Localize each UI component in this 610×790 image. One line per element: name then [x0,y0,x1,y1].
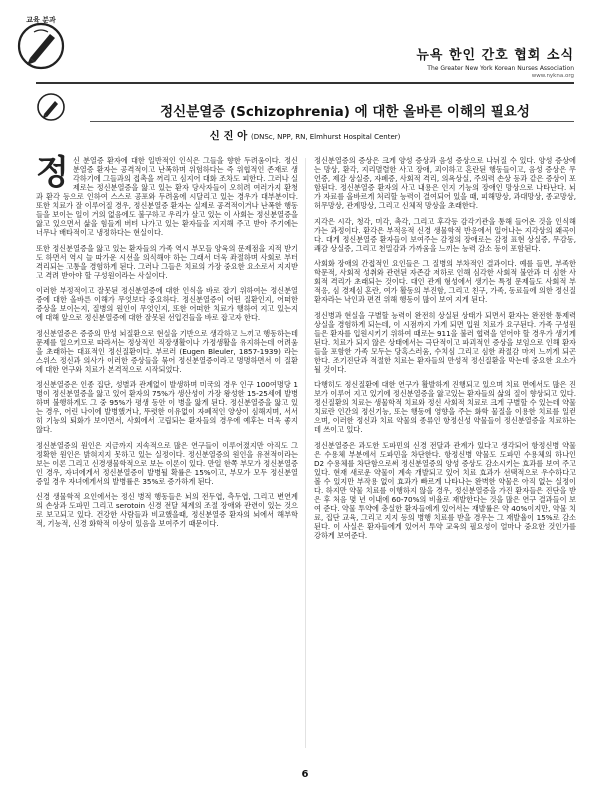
publication-title-ko: 뉴욕 한인 간호 협회 소식 [416,48,574,63]
paragraph: 정신병과 현실을 구별할 능력이 완전히 상실된 상태가 되면서 환자는 완전한 통제력 상실을 경험하게 되는데, 이 시점까지 가게 되면 입원 치료가 요구된다. 가족 구성원들은 환자를 입원시키기 위하여 때로는 911을 불러 협력을 얻어야 할 경우가 생기게 된다. 치료가 되지 않은 상태에서는 극단적이고 파괴적인 증상을 보임으로 인해 환자들을 포함한 가족 모두는 당혹스러움, 수치심 그리고 심한 좌절감 마저 느끼게 되곤 한다. 조기진단과 적절한 치료는 환자들의 만성적 정신질환을 막는데 중요한 요소가 될 것이다. [314,310,576,374]
article-title: 정신분열증 (Schizophrenia) 에 대한 올바른 이해의 필요성 [160,104,530,120]
paragraph: 정신분열증은 증증의 만성 뇌질환으로 현실을 기반으로 생각하고 느끼고 행동하는데 문제를 일으키므로 따라서는 정상적인 직장생활이나 가정생활을 유지하는데 어려움을 초래하는 대표적인 정신질환이다. 부르러 (Eugen Bleuler, 1857-1939) 라는 스위스 정신과 의사가 이러한 증상들을 묶어 정신분열증이라고 명명하면서 이 질환에 대한 연구와 치료가 본격적으로 시작되었다. [36,328,298,374]
paragraph: 정신 분열증 환자에 대한 일반적인 인식은 그들을 향한 두려움이다. 정신 분열증 환자는 공격적이고 난폭하며 위험하다는 즉 위협적인 존재로 생각하기에 그들과의 접촉을 꺼리고 심지어 대화 조차도 피한다. 그러나 실제로는 정신분열증을 앓고 있는 환자 당사자들이 오히려 여러가지 환청과 환각 등으로 인하여 스스로 공포와 두려움에 시달리고 있는 경우가 대부분이다. 또한 치료가 잘 이루어질 경우, 정신분열증 환자는 실제로 공격적이거나 난폭한 행동들을 보이는 일이 거의 없음에도 불구하고 우리가 살고 있는 이 사회는 정신분열증을 앓고 있으면서 삶을 힘들게 버텨 나가고 있는 환자들을 지지해 주고 받아 주기에는 너무나 배타적이고 냉정하다는 현실이다. [36,153,298,237]
paragraph: 정신분열증의 증상은 크게 양성 증상과 음성 증상으로 나뉘질 수 있다. 양성 증상에는 망상, 환각, 지리멸렬한 사고 장애, 괴이하고 혼란된 행동들이고, 음성 증상은 무언증, 제감 상실증, 자폐증, 사회적 격리, 의욕상실, 주의력 손상 등과 같은 증상이 포함된다. 정신분열증 환자의 사고 내용은 인지 기능의 장애인 망상으로 나타난다. 뇌가 자료를 올바르게 처리할 능력이 결여되어 있을 때, 피해망상, 과대망상, 종교망상, 허무망상, 관계망상, 그리고 신체적 망상을 초래한다. [314,156,576,210]
paragraph: 또한 정신분열증을 앓고 있는 환자들의 가족 역시 부모들 양육의 문제점을 지적 받기도 하면서 역시 늘 따가운 시선을 의식해야 하는 그래서 더욱 좌절하며 사회로 부터 격리되는 고통을 경험하게 된다. 그러나 그들은 치료의 가장 중요한 요소로서 지지받고 격려 받아야 할 구성원이라는 사실이다. [36,243,298,280]
header-divider [36,82,574,84]
author-line [0,128,610,143]
pen-badge-icon [36,92,66,122]
paragraph: 정신분열증은 과도한 도파민의 신경 전달과 관계가 있다고 생각되어 항정신병 약물은 수용체 부분에서 도파민을 차단한다. 항정신병 약물도 도파민 수용체의 하나인 D2 수용체를 차단함으로써 정신분열증의 양성 증상도 감소시키는 효과를 보여 주고 있다. 현재 새로운 약물이 계속 개발되고 있어 치료 효과가 선택적으로 우수하다고 볼 수 있지만 부작용 없이 효과가 빠르게 나타나는 완벽한 약물은 아직 없는 실정이다. 하지만 약물 치료를 이행하지 않을 경우, 정신분열증을 가진 환자들은 진단을 받은 후 처음 몇 년 이내에 60-70%의 비율로 재발한다는 것을 많은 연구 결과들이 보여 준다. 약물 투약에 충실한 환자들에게 있어서는 재발률은 약 40%이지만, 약물 치료, 집단 교육, 그리고 지지 등의 병행 치료를 받을 경우는 그 재발율이 15%로 감소된다. 이 사실은 환자들에게 있어서 투약 교육의 필요성이 얼마나 중요한 것인가를 강하게 보여준다. [314,440,576,540]
article-column-right [314,156,576,546]
paragraph: 사회화 장애의 간접적인 요인들은 그 질병의 부차적인 결과이다. 예를 들면, 부족한 학문적, 사회적 성취와 관련된 자존감 저하로 인해 심각한 사회적 불안과 더 심한 사회적 격리가 초래되는 것이다. 대인 관계 형성에서 생기는 특정 문제들도 사회적 부적응, 심 경제심 혼란, 여가 활동의 부진함, 그리고 친구, 가족, 동료들에 의한 정신질환자라는 낙인과 편견 위해 행동이 많이 보여 지게 된다. [314,259,576,304]
masthead [416,44,574,79]
page-number: 6 [301,769,309,780]
paragraph: 이러한 부정적이고 잘못된 정신분열증에 대한 인식을 바로 잡기 위하여는 정신분열증에 대한 올바른 이해가 무엇보다 중요하다. 정신분열증이 어떤 질환인지, 어떠한 증상을 보이는지, 질병의 원인이 무엇인지, 또한 어떠한 치료가 행하여 지고 있는지에 대해 앞으로 정신분열증에 대한 잘못된 선입견들을 바로 잡고자 한다. [36,286,298,322]
logo-label: 교육 분과 [26,16,56,24]
drop-cap: 정 [36,153,69,193]
column-divider [305,158,306,748]
author-credentials: (DNSc, NPP, RN, Elmhurst Hospital Center) [250,133,401,141]
author-name: 신 진 아 [209,130,248,142]
paragraph: 정신분열증은 인종 집단, 성별과 관계없이 발생하며 미국의 경우 인구 100여명당 1명이 정신분열증을 앓고 있어 환자의 75%가 생산성이 가장 왕성한 15-25세에 발병하며 불행하게도 그 중 95%가 평생 동안 이 병을 앓게 된다. 정신분열증을 앓고 있는 경우, 어린 나이에 발병했거나, 뚜렷한 이유없이 자폐적인 양상이 심해지며, 서서히 기능의 퇴화가 보이면서, 사회에서 고립되는 환자들의 경우에 예후는 더욱 좋지 않다. [36,380,298,434]
website-link[interactable]: www.nykna.org [531,73,574,79]
publication-title-en: The Greater New York Korean Nurses Association [427,65,574,72]
title-underline [90,121,574,122]
paragraph: 지각은 시각, 청각, 미각, 촉각, 그리고 후각등 감각기관을 통해 들어온 것을 인식해 가는 과정이다. 환각은 부적응적 신경 생물학적 반응에서 일어나는 지각상의 왜곡이다. 대게 정신분열증 환자들이 보여주는 감정의 장애로는 감정 표현 상실증, 무감동, 쾌감 상실증, 그리고 천밀감과 가까움을 느끼는 능력 감소 등이 포함된다. [314,216,576,253]
paragraph: 신경 생물학적 요인에서는 정신 병적 행동들은 뇌의 전두엽, 측두엽, 그리고 변연계의 손상과 도파민 그리고 serotoin 신경 전달 체계의 조절 장애와 관련이 있는 것으로 보고되고 있다. 건강한 사람들과 비교했을때, 정신분열증 환자의 뇌에서 해부학적, 기능적, 신경 화학적 이상이 있음을 보여주기 때문이다. [36,492,298,528]
paragraph: 정신분열증의 원인은 지금까지 지속적으로 많은 연구들이 이루어졌지만 아직도 그 정확한 원인은 밝혀지지 못하고 있는 실정이다. 정신분열증의 원인을 유전적이라는 보는 이론 그리고 신경생물학적으로 보는 이론이 있다. 만일 한쪽 부모가 정신분열증인 경우, 자녀에게서 정신분열증이 발병될 확률은 15%이고, 부모가 모두 정신분열증일 경우 자녀에게서의 발병률은 35%로 증가하게 된다. [36,440,298,486]
article-column-left [36,153,298,535]
paragraph: 다행히도 정신질환에 대한 연구가 활발하게 진행되고 있으며 치료 면에서도 많은 진보가 이루어 지고 있기에 정신분열증을 앓고있는 환자들의 삶의 질이 향상되고 있다. 정신질환의 치료는 생물학적 치료와 정신 사회적 치료로 크게 구별할 수 있는데 약물 치료란 인간의 정신기능, 또는 행동에 영향을 주는 화학 물질을 이용한 치료를 일컫으며, 이러한 정신과 치료 약물의 종류인 항정신성 약물들이 정신분열증을 치료하는데 쓰이고 있다. [314,380,576,434]
education-committee-logo [12,14,70,72]
